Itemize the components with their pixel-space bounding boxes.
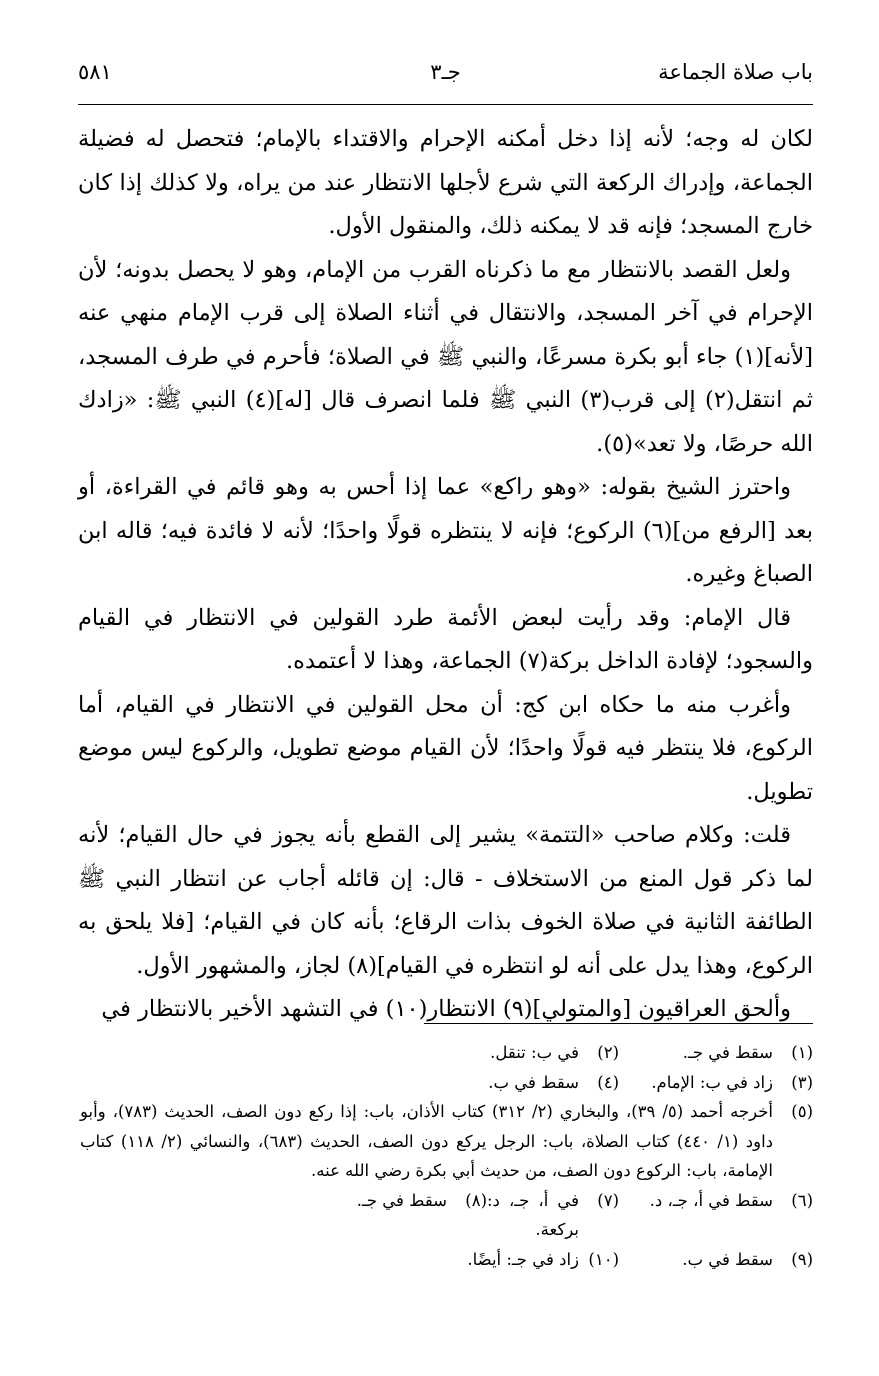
- footnote-separator: [424, 1023, 813, 1024]
- running-header: [78, 60, 813, 94]
- footnote-row: [80, 1038, 813, 1068]
- footnote-text: زاد في جـ: أيضًا.: [467, 1249, 579, 1269]
- footnote: [80, 1186, 487, 1245]
- volume-label: جـ٣: [430, 60, 461, 84]
- footnote: [80, 1097, 813, 1186]
- footnote-text: سقط في أ، جـ، د.: [649, 1190, 773, 1210]
- chapter-title: باب صلاة الجماعة: [658, 60, 813, 84]
- footnote: [80, 1038, 619, 1068]
- footnote-number: (٢): [597, 1043, 619, 1062]
- footnote: [80, 1068, 619, 1098]
- footnote-text: سقط في ب.: [488, 1072, 579, 1092]
- footnote-number: (٧): [597, 1190, 619, 1210]
- footnote-row: [80, 1097, 813, 1186]
- footnote-number: (١٠): [588, 1249, 619, 1269]
- footnote-number: (١): [791, 1043, 813, 1062]
- footnote-text: في أ، جـ، د: بركعة.: [487, 1190, 579, 1239]
- paragraph: ولعل القصد بالانتظار مع ما ذكرناه القرب من الإمام، وهو لا يحصل بدونه؛ لأن الإحرام في آخر المسجد، والانتقال في أثناء الصلاة إلى قرب الإمام منهي عنه [لأنه](١) جاء أبو بكرة مسرعًا، والنبي ﷺ في الصلاة؛ فأحرم في طرف المسجد، ثم انتقل(٢) إلى قرب(٣) النبي ﷺ فلما انصرف قال [له](٤) النبي ﷺ: «زادك الله حرصًا، ولا تعد»(٥).: [78, 256, 814, 457]
- footnote-text: في ب: تنقل.: [490, 1043, 579, 1062]
- footnote-number: (٨): [465, 1190, 487, 1210]
- footnote: [80, 1245, 619, 1275]
- footnote-row: [80, 1186, 813, 1245]
- paragraph: وألحق العراقيون [والمتولي](٩) الانتظار(١٠) في التشهد الأخير بالانتظار في: [101, 996, 791, 1022]
- footnote: [619, 1186, 813, 1245]
- paragraph: واحترز الشيخ بقوله: «وهو راكع» عما إذا أحس به وهو قائم في القراءة، أو بعد [الرفع من](٦) الركوع؛ فإنه لا ينتظره قولًا واحدًا؛ لأنه لا فائدة فيه؛ قاله ابن الصباغ وغيره.: [78, 474, 813, 587]
- paragraph: قلت: وكلام صاحب «التتمة» يشير إلى القطع بأنه يجوز في حال القيام؛ لأنه لما ذكر قول المنع من الاستخلاف - قال: إن قائله أجاب عن انتظار النبي ﷺ الطائفة الثانية في صلاة الخوف بذات الرقاع؛ بأنه كان في القيام؛ [فلا يلحق به الركوع، وهذا يدل على أنه لو انتظره في القيام](٨) لجاز، والمشهور الأول.: [78, 822, 813, 979]
- paragraph: قال الإمام: وقد رأيت لبعض الأئمة طرد القولين في الانتظار في القيام والسجود؛ لإفادة الداخل بركة(٧) الجماعة، وهذا لا أعتمده.: [78, 604, 813, 674]
- header-rule: [78, 104, 813, 105]
- footnote-text: سقط في جـ.: [682, 1043, 773, 1062]
- paragraph: لكان له وجه؛ لأنه إذا دخل أمكنه الإحرام والاقتداء بالإمام؛ فتحصل له فضيلة الجماعة، وإدراك الركعة التي شرع لأجلها الانتظار عند من يراه، ولا كذلك إذا كان خارج المسجد؛ فإنه قد لا يمكنه ذلك، والمنقول الأول.: [78, 126, 813, 239]
- footnote: [619, 1245, 813, 1275]
- footnote-row: [80, 1245, 813, 1275]
- footnote-text: زاد في ب: الإمام.: [651, 1072, 773, 1092]
- footnote: [619, 1038, 813, 1068]
- footnote-text: سقط في جـ.: [356, 1190, 447, 1210]
- footnote-number: (٤): [597, 1072, 619, 1092]
- page-number: ٥٨١: [78, 60, 112, 84]
- footnote-text: سقط في ب.: [682, 1249, 773, 1269]
- footnotes: [80, 1038, 813, 1274]
- footnote-number: (٦): [791, 1190, 813, 1210]
- footnote-text: أخرجه أحمد (٥/ ٣٩)، والبخاري (٢/ ٣١٢) كتاب الأذان، باب: إذا ركع دون الصف، الحديث (٧٨٣)، وأبو داود (١/ ٤٤٠) كتاب الصلاة، باب: الرجل يركع دون الصف، الحديث (٦٨٣)، والنسائي (٢/ ١١٨) كتاب الإمامة، باب: الركوع دون الصف، من حديث أبي بكرة رضي الله عنه.: [80, 1102, 774, 1180]
- footnote-row: [80, 1068, 813, 1098]
- footnote-number: (٥): [791, 1102, 813, 1121]
- footnote: [619, 1068, 813, 1098]
- footnote: [487, 1186, 619, 1245]
- paragraph: وأغرب منه ما حكاه ابن كج: أن محل القولين في الانتظار في القيام، أما الركوع، فلا ينتظر فيه قولًا واحدًا؛ لأن القيام موضع تطويل، والركوع ليس موضع تطويل.: [78, 691, 813, 805]
- footnote-number: (٩): [791, 1249, 813, 1269]
- main-text: [78, 118, 813, 1032]
- footnote-number: (٣): [791, 1072, 813, 1092]
